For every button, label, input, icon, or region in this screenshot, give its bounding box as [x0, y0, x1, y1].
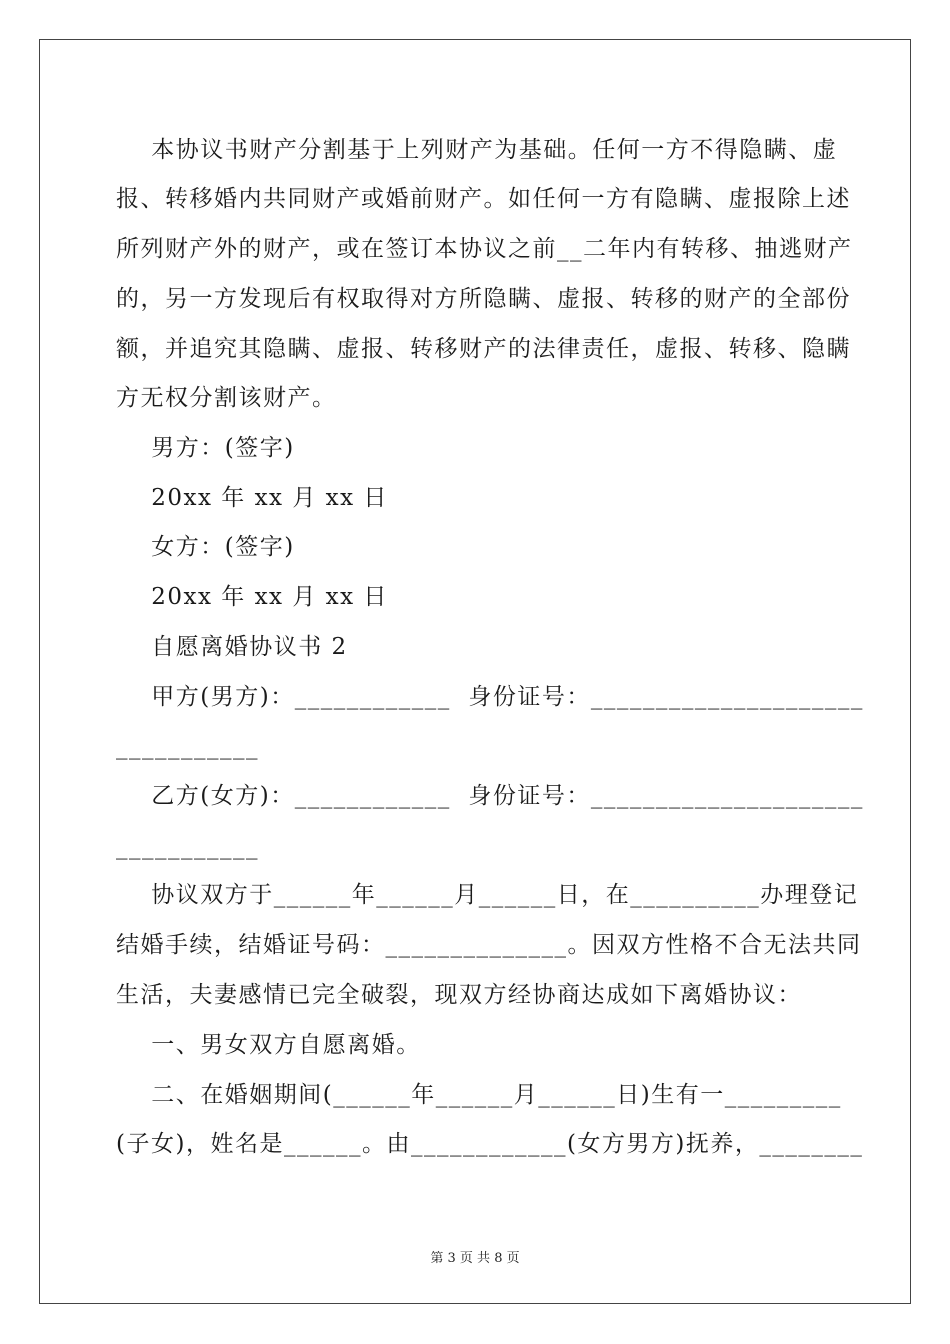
- clause-1: 一、男女双方自愿离婚。: [116, 1032, 421, 1058]
- text-line: 本协议书财产分割基于上列财产为基础。任何一方不得隐瞒、虚: [116, 137, 838, 163]
- text-line: 结婚手续，结婚证号码：______________。因双方性格不合无法共同: [116, 932, 862, 958]
- text-line: 额，并追究其隐瞒、虚报、转移财产的法律责任，虚报、转移、隐瞒: [116, 336, 851, 362]
- text-line: 所列财产外的财产，或在签订本协议之前__二年内有转移、抽逃财产: [116, 236, 853, 262]
- date-line: 20xx 年 xx 月 xx 日: [116, 485, 388, 511]
- party-a-line: 甲方(男方)：____________ 身份证号：_____________________: [116, 684, 864, 710]
- party-b-id-continuation: ___________: [116, 834, 259, 860]
- signature-line-female: 女方：(签字): [116, 534, 295, 560]
- signature-line-male: 男方：(签字): [116, 435, 295, 461]
- page-footer: 第 3 页 共 8 页: [430, 1251, 520, 1266]
- page-border: [39, 39, 911, 1304]
- date-line: 20xx 年 xx 月 xx 日: [116, 584, 388, 610]
- text-line: 生活，夫妻感情已完全破裂，现双方经协商达成如下离婚协议：: [116, 982, 802, 1008]
- section-title: 自愿离婚协议书 2: [116, 634, 348, 660]
- party-b-line: 乙方(女方)：____________ 身份证号：_____________________: [116, 783, 864, 809]
- party-a-id-continuation: ___________: [116, 734, 259, 760]
- text-line: 方无权分割该财产。: [116, 385, 337, 411]
- clause-2: 二、在婚姻期间(______年______月______日)生有一_________: [116, 1082, 842, 1108]
- text-line: 报、转移婚内共同财产或婚前财产。如任何一方有隐瞒、虚报除上述: [116, 186, 851, 212]
- text-line: (子女)，姓名是______。由____________(女方男方)抚养，________: [116, 1131, 864, 1157]
- text-line: 协议双方于______年______月______日，在__________办理登记: [116, 882, 859, 908]
- text-line: 的，另一方发现后有权取得对方所隐瞒、虚报、转移的财产的全部份: [116, 286, 851, 312]
